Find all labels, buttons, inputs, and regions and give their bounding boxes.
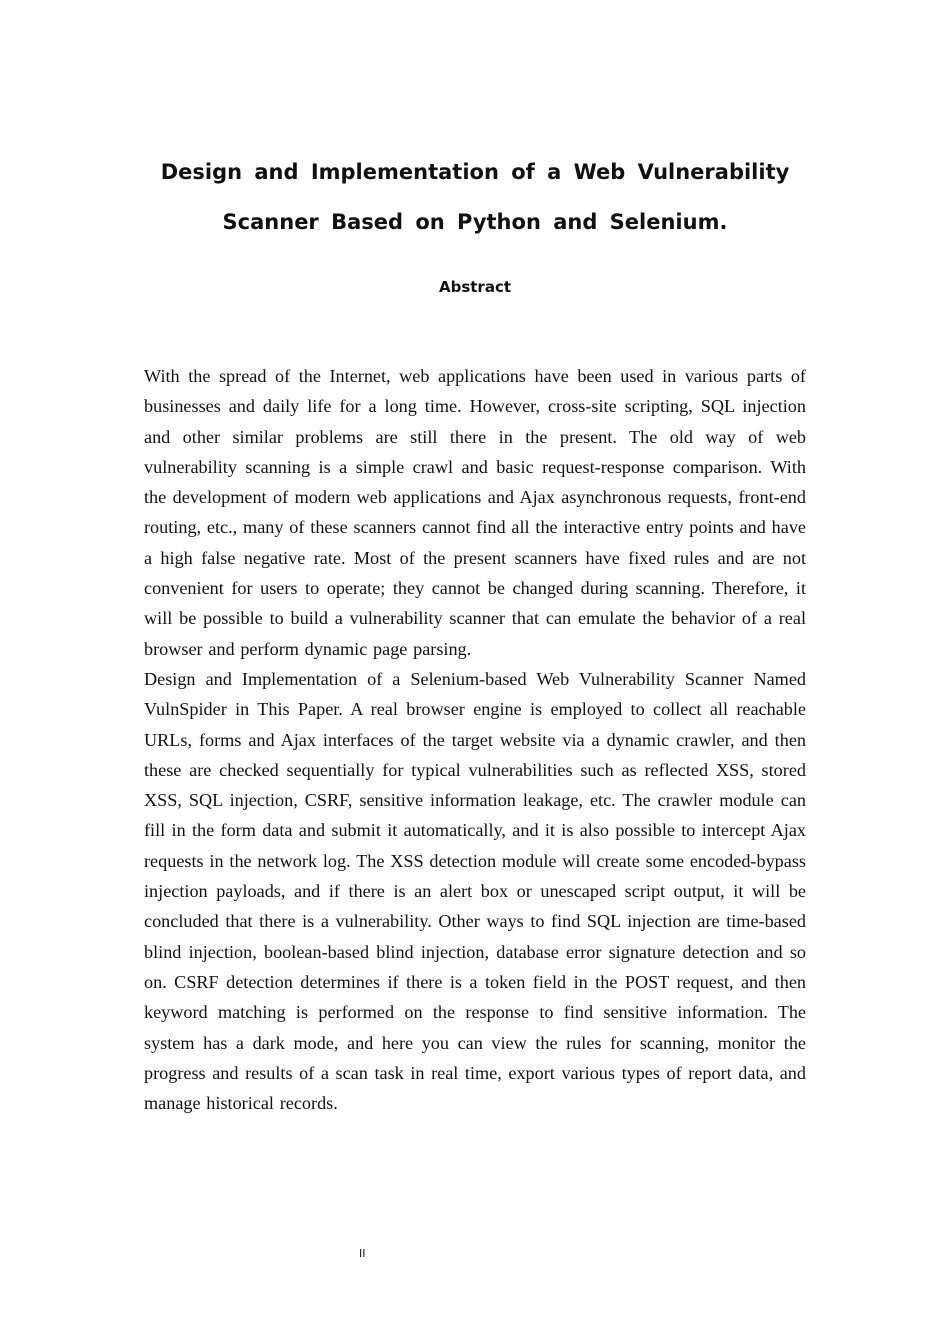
title-line-2: Scanner Based on Python and Selenium. [222,210,728,234]
title-line-1: Design and Implementation of a Web Vulnerability [160,160,790,184]
paper-title [140,147,810,247]
abstract-paragraph-1: With the spread of the Internet, web applications have been used in various parts of businesses and daily life for a long time. However, cross-site scripting, SQL injection and other similar problems are still there in the present. The old way of web vulnerability scanning is a simple crawl and basic request-response comparison. With the development of modern web applications and Ajax asynchronous requests, front-end routing, etc., many of these scanners cannot find all the interactive entry points and have a high false negative rate. Most of the present scanners have fixed rules and are not convenient for users to operate; they cannot be changed during scanning. Therefore, it will be possible to build a vulnerability scanner that can emulate the behavior of a real browser and perform dynamic page parsing. [144,366,806,659]
abstract-body [144,361,806,1118]
page-number: II [359,1247,366,1260]
abstract-paragraph-2: Design and Implementation of a Selenium-based Web Vulnerability Scanner Named VulnSpider in This Paper. A real browser engine is employed to collect all reachable URLs, forms and Ajax interfaces of the target website via a dynamic crawler, and then these are checked sequentially for typical vulnerabilities such as reflected XSS, stored XSS, SQL injection, CSRF, sensitive information leakage, etc. The crawler module can fill in the form data and submit it automatically, and it is also possible to intercept Ajax requests in the network log. The XSS detection module will create some encoded-bypass injection payloads, and if there is an alert box or unescaped script output, it will be concluded that there is a vulnerability. Other ways to find SQL injection are time-based blind injection, boolean-based blind injection, database error signature detection and so on. CSRF detection determines if there is a token field in the POST request, and then keyword matching is performed on the response to find sensitive information. The system has a dark mode, and here you can view the rules for scanning, monitor the progress and results of a scan task in real time, export various types of report data, and manage historical records. [144,668,806,1114]
abstract-heading: Abstract [438,278,512,296]
